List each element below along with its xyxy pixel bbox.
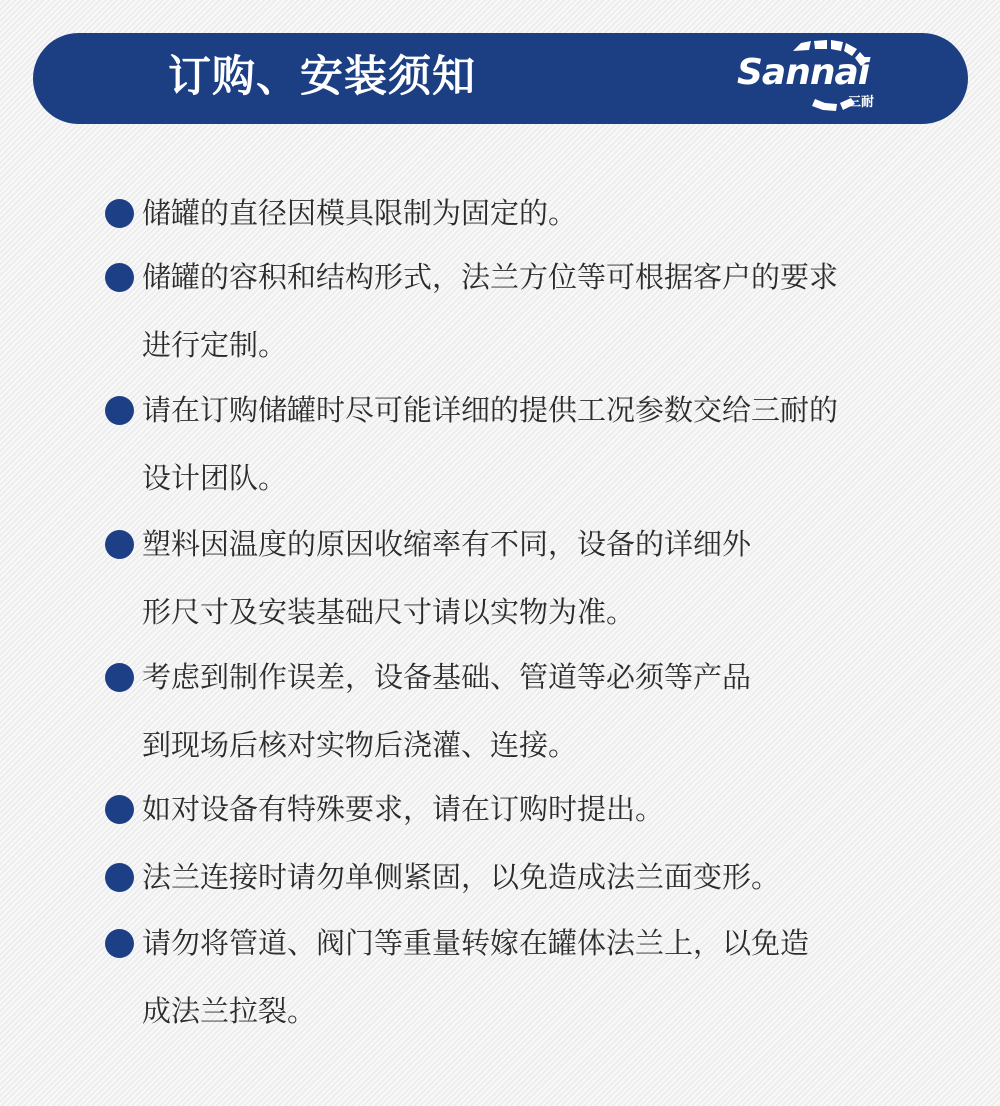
bullet-dot-icon [105,263,134,292]
list-item-text: 塑料因温度的原因收缩率有不同，设备的详细外 形尺寸及安装基础尺寸请以实物为准。 [142,527,752,629]
list-item-text: 储罐的容积和结构形式，法兰方位等可根据客户的要求 进行定制。 [142,260,839,362]
bullet-dot-icon [105,530,134,559]
bullet-dot-icon [105,663,134,692]
page-title: 订购、安装须知 [168,52,476,102]
list-item-text: 请勿将管道、阀门等重量转嫁在罐体法兰上，以免造 成法兰拉裂。 [142,926,810,1028]
bullet-dot-icon [105,795,134,824]
bullet-dot-icon [105,199,134,228]
list-item-text: 如对设备有特殊要求，请在订购时提出。 [142,792,665,826]
list-item-text: 法兰连接时请勿单侧紧固，以免造成法兰面变形。 [142,860,781,894]
bullet-dot-icon [105,863,134,892]
list-item-text: 考虑到制作误差，设备基础、管道等必须等产品 到现场后核对实物后浇灌、连接。 [142,660,752,762]
list-item-text: 储罐的直径因模具限制为固定的。 [142,196,578,230]
bullet-dot-icon [105,929,134,958]
logo-chinese-name: 三耐 [848,95,875,110]
list-item-text: 请在订购储罐时尽可能详细的提供工况参数交给三耐的 设计团队。 [142,393,839,495]
logo-wordmark: Sannai [737,52,870,93]
bullet-dot-icon [105,396,134,425]
